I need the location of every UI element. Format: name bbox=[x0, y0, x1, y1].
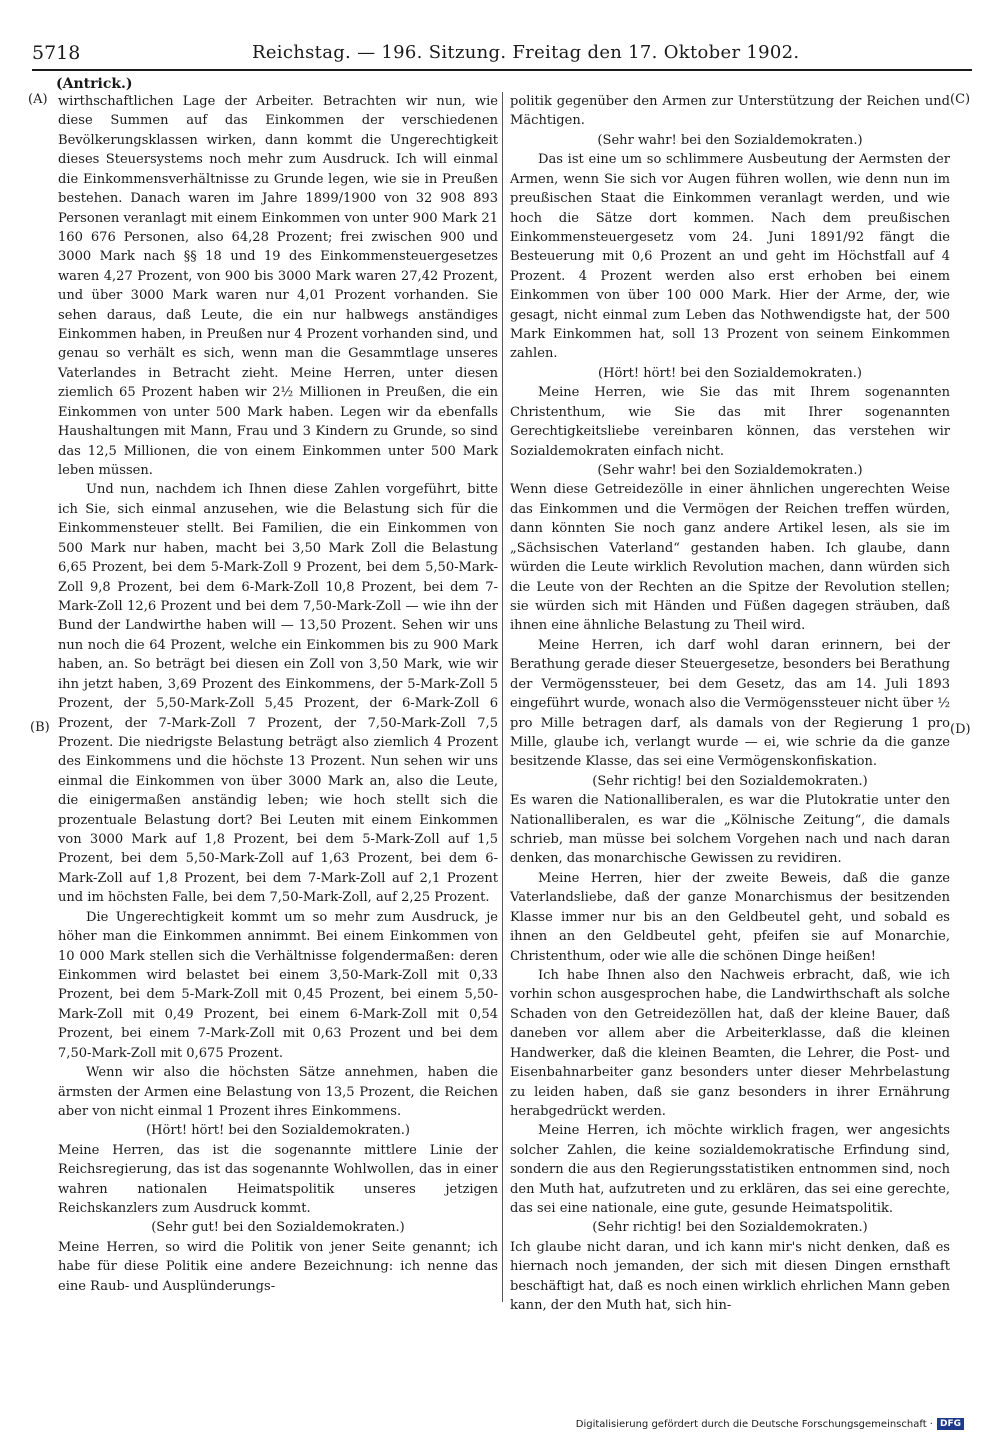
paragraph: Meine Herren, hier der zweite Beweis, daß die ganze Vaterlandsliebe, daß der ganze Monarchismus der besitzenden Klasse immer nur bis an den Geldbeutel geht, und sobald es ihnen an den Geldbeutel geht, pfeifen sie auf Monarchie, Christenthum, oder wie alle die schönen Dinge heißen! bbox=[510, 870, 950, 964]
paragraph: Ich glaube nicht daran, und ich kann mir's nicht denken, daß es hiernach noch jemanden, der sich mit diesen Dingen ernsthaft beschäftigt hat, daß es noch einen wirklich ehrlichen Mann geben kann, der den Muth hat, sich hin- bbox=[510, 1239, 950, 1314]
interjection: (Sehr richtig! bei den Sozialdemokraten.) bbox=[592, 1220, 868, 1236]
column-divider bbox=[502, 92, 503, 1302]
paragraph: Und nun, nachdem ich Ihnen diese Zahlen vorgeführt, bitte ich Sie, sich einmal anzusehen, wie die Belastung sich für die Einkommensteuer stellt. Bei Familien, die ein Einkommen von 500 Mark nur haben, macht bei 3,50 Mark Zoll die Belastung 6,65 Prozent, bei dem 5-Mark-Zoll 9 Prozent, bei dem 5,50-Mark-Zoll 9,8 Prozent, bei dem 6-Mark-Zoll 10,8 Prozent, bei dem 7-Mark-Zoll 12,6 Prozent und bei dem 7,50-Mark-Zoll — wie ihn der Bund der Landwirthe haben will — 13,50 Prozent. Sehen wir uns nun noch die 64 Prozent, welche ein Einkommen bis zu 900 Mark haben, an. So beträgt bei diesen ein Zoll von 3,50 Mark, wie wir ihn jetzt haben, 3,69 Prozent des Einkommens, der 5-Mark-Zoll 5 Prozent, der 5,50-Mark-Zoll 5,45 Prozent, der 6-Mark-Zoll 6 Prozent, der 7-Mark-Zoll 7 Prozent, der 7,50-Mark-Zoll 7,5 Prozent. Die niedrigste Belastung beträgt also ziemlich 4 Prozent des Einkommens und die höchste 13 Prozent. Nun sehen wir uns einmal die Einkommen von über 3000 Mark an, also die Leute, die einigermaßen anständig leben; wie hoch stellt sich die prozentuale Belastung dort? Bei Leuten mit einem Einkommen von 3000 Mark auf 1,8 Prozent, bei dem 5-Mark-Zoll auf 1,5 Prozent, bei dem 5,50-Mark-Zoll auf 1,63 Prozent, bei dem 6-Mark-Zoll auf 1,8 Prozent, bei dem 7-Mark-Zoll auf 2,1 Prozent und im höchsten Falle, bei dem 7,50-Mark-Zoll, auf 2,25 Prozent. bbox=[58, 482, 498, 906]
interjection: (Sehr richtig! bei den Sozialdemokraten.) bbox=[592, 773, 868, 789]
dfg-logo: DFG bbox=[937, 1418, 964, 1430]
paragraph: Meine Herren, das ist die sogenannte mittlere Linie der Reichsregierung, das ist das sogenannte Wohlwollen, das in einer wahren nationalen Heimatspolitik unseres jetzigen Reichskanzlers zum Ausdruck kommt. bbox=[58, 1142, 498, 1217]
paragraph: Es waren die Nationalliberalen, es war die Plutokratie unter den Nationalliberalen, es war die „Kölnische Zeitung“, die damals schrieb, man müsse bei solchem Vorgehen nach und nach daran denken, das monarchische Gewissen zu revidiren. bbox=[510, 793, 950, 867]
right-column bbox=[510, 92, 950, 1316]
margin-mark-c: (C) bbox=[950, 92, 971, 107]
section-tag: (Antrick.) bbox=[56, 76, 133, 92]
left-column bbox=[58, 92, 498, 1296]
paragraph: Das ist eine um so schlimmere Ausbeutung der Aermsten der Armen, wenn Sie sich vor Augen führen wollen, wie denn nun im preußischen Staat die Einkommen veranlagt werden, und wie hoch die Sätze dort kommen. Nach dem preußischen Einkommensteuergesetz vom 24. Juni 1891/92 fängt die Besteuerung mit 0,6 Prozent an und geht im Höchstfall auf 4 Prozent. 4 Prozent werden also erst erhoben bei einem Einkommen von über 100 000 Mark. Hier der Arme, der, wie gesagt, nicht einmal zum Leben das Nothwendigste hat, der 500 Mark Einkommen hat, soll 13 Prozent von seinem Einkommen zahlen. bbox=[510, 152, 950, 362]
paragraph: Die Ungerechtigkeit kommt um so mehr zum Ausdruck, je höher man die Einkommen annimmt. Bei einem Einkommen von 10 000 Mark stellen sich die Verhältnisse folgendermaßen: deren Einkommen wird belastet bei einem 3,50-Mark-Zoll mit 0,33 Prozent, bei dem 5-Mark-Zoll mit 0,45 Prozent, bei einem 5,50-Mark-Zoll mit 0,49 Prozent, bei einem 6-Mark-Zoll mit 0,54 Prozent, bei einem 7-Mark-Zoll mit 0,63 Prozent und bei dem 7,50-Mark-Zoll mit 0,675 Prozent. bbox=[58, 909, 498, 1061]
interjection: (Hört! hört! bei den Sozialdemokraten.) bbox=[598, 365, 862, 381]
paragraph: Ich habe Ihnen also den Nachweis erbracht, daß, wie ich vorhin schon ausgesprochen habe, die Landwirthschaft als solche Schaden von den Getreidezöllen hat, daß der kleine Bauer, daß daneben vor allem aber die Arbeiterklasse, daß die kleinen Handwerker, daß die kleinen Beamten, die Lehrer, die Post- und Eisenbahnarbeiter ganz besonders unter dieser Mehrbelastung zu leiden haben, daß sie ganz besonders in ihrer Ernährung herabgedrückt werden. bbox=[510, 967, 950, 1119]
running-head: Reichstag. — 196. Sitzung. Freitag den 17. Oktober 1902. bbox=[252, 42, 800, 63]
interjection: (Sehr wahr! bei den Sozialdemokraten.) bbox=[597, 132, 863, 148]
digitization-credit bbox=[576, 1418, 964, 1430]
paragraph: Meine Herren, so wird die Politik von jener Seite genannt; ich habe für diese Politik eine andere Bezeichnung: ich nenne das eine Raub- und Ausplünderungs- bbox=[58, 1239, 498, 1294]
paragraph: politik gegenüber den Armen zur Unterstützung der Reichen und Mächtigen. bbox=[510, 94, 950, 129]
paragraph: Wenn wir also die höchsten Sätze annehmen, haben die ärmsten der Armen eine Belastung von 13,5 Prozent, die Reichen aber von nicht einmal 1 Prozent ihres Einkommens. bbox=[58, 1065, 498, 1119]
margin-mark-b: (B) bbox=[30, 720, 50, 735]
margin-mark-a: (A) bbox=[28, 92, 48, 107]
interjection: (Sehr gut! bei den Sozialdemokraten.) bbox=[151, 1220, 405, 1236]
header-rule bbox=[32, 69, 972, 71]
page-number: 5718 bbox=[32, 42, 81, 64]
margin-mark-d: (D) bbox=[950, 722, 971, 737]
interjection: (Sehr wahr! bei den Sozialdemokraten.) bbox=[597, 463, 863, 479]
paragraph: Meine Herren, ich möchte wirklich fragen, wer angesichts solcher Zahlen, die keine sozialdemokratische Erfindung sind, sondern die aus den Regierungsstatistiken entnommen sind, noch den Muth hat, aufzutreten und zu erklären, das sei eine gerechte, das sei eine nationale, eine gute, gesunde Heimatspolitik. bbox=[510, 1123, 950, 1217]
paragraph: Wenn diese Getreidezölle in einer ähnlichen ungerechten Weise das Einkommen und die Vermögen der Reichen treffen würden, dann könnten Sie noch ganz andere Artikel lesen, als sie im „Sächsischen Vaterland“ gestanden haben. Ich glaube, dann würden die Leute wirklich Revolution machen, dann würden sich die Leute von der Rechten an die Spitze der Revolution stellen; sie würden sich mit Händen und Füßen dagegen sträuben, daß ihnen eine ähnliche Belastung zu Theil wird. bbox=[510, 482, 950, 634]
paragraph: Meine Herren, wie Sie das mit Ihrem sogenannten Christenthum, wie Sie das mit Ihrer sogenannten Gerechtigkeitsliebe vereinbaren können, das verstehen wir Sozialdemokraten einfach nicht. bbox=[510, 385, 950, 459]
interjection: (Hört! hört! bei den Sozialdemokraten.) bbox=[146, 1123, 410, 1139]
paragraph: Meine Herren, ich darf wohl daran erinnern, bei der Berathung gerade dieser Steuergesetze, besonders bei Berathung der Vermögenssteuer, bei dem Gesetz, das am 14. Juli 1893 eingeführt wurde, wonach also die Vermögenssteuer nicht über ½ pro Mille betragen darf, als damals von der Regierung 1 pro Mille, glaube ich, verlangt wurde — ei, wie schrie da die ganze besitzende Klasse, das sei eine Vermögenskonfiskation. bbox=[510, 637, 950, 770]
page-header bbox=[32, 40, 974, 66]
paragraph: wirthschaftlichen Lage der Arbeiter. Betrachten wir nun, wie diese Summen auf das Einkommen der verschiedenen Bevölkerungsklassen wirken, dann kommt die Ungerechtigkeit dieses Steuersystems noch mehr zum Ausdruck. Ich will einmal die Einkommensverhältnisse zu Grunde legen, wie sie in Preußen bestehen. Danach waren im Jahre 1899/1900 von 32 908 893 Personen veranlagt mit einem Einkommen von unter 900 Mark 21 160 676 Personen, also 64,28 Prozent; frei zwischen 900 und 3000 Mark nach §§ 18 und 19 des Einkommensteuergesetzes waren 4,27 Prozent, von 900 bis 3000 Mark waren 27,42 Prozent, und über 3000 Mark waren nur 4,01 Prozent vorhanden. Sie sehen daraus, daß Leute, die ein nur halbwegs anständiges Einkommen haben, in Preußen nur 4 Prozent vorhanden sind, und genau so verhält es sich, wenn man die Gesammtlage unseres Vaterlandes in Betracht zieht. Meine Herren, unter diesen ziemlich 65 Prozent haben wir 2½ Millionen in Preußen, die ein Einkommen von unter 500 Mark haben. Legen wir da ebenfalls Haushaltungen mit Mann, Frau und 3 Kindern zu Grunde, so sind das 12,5 Millionen, die von einem Einkommen unter 500 Mark leben müssen. bbox=[58, 94, 498, 479]
credit-text: Digitalisierung gefördert durch die Deutsche Forschungsgemeinschaft · bbox=[575, 1418, 933, 1430]
